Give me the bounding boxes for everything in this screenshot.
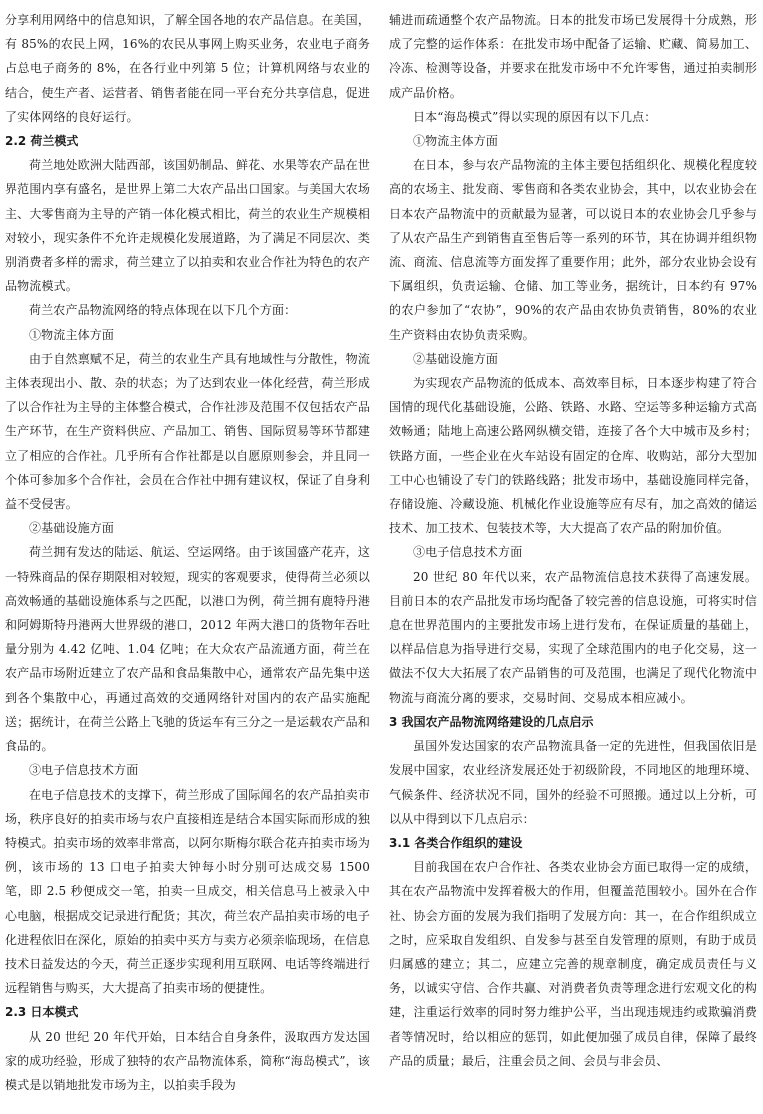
section-heading-3-1: 3.1 各类合作组织的建设	[389, 835, 523, 850]
section-heading-japan: 2.3 日本模式	[5, 1005, 79, 1020]
paragraph-jp-reasons: 日本“海岛模式”得以实现的原因有以下几点：	[413, 109, 657, 124]
paragraph-3-intro: 虽国外发达国家的农产品物流具备一定的先进性，但我国依旧是发展中国家，农业经济发展还处于初级阶段，不同地区的地理环境、气候条件、经济状况不同，国外的经验不可照搬。通过以上分析，可以从中得到以下几点启示：	[389, 739, 757, 826]
paragraph-jp-wholesale: 辅进而疏通整个农产品物流。日本的批发市场已发展得十分成熟，形成了完整的运作体系：在批发市场中配备了运输、贮藏、简易加工、冷冻、检测等设备，并要求在批发市场中不允许零售，通过拍卖制形成产品价格。	[389, 13, 757, 100]
section-heading-3: 3 我国农产品物流网络建设的几点启示	[389, 714, 594, 729]
subheading-jp-infrastructure: ②基础设施方面	[413, 351, 499, 366]
subheading-nl-infrastructure: ②基础设施方面	[29, 521, 115, 536]
left-column	[5, 8, 370, 1097]
subheading-jp-logistics-subject: ①物流主体方面	[413, 134, 499, 149]
paragraph-3-1-cooperation: 目前我国在农户合作社、各类农业协会方面已取得一定的成绩，其在农产品物流中发挥着极大的作用，但覆盖范围较小。国外在合作社、协会方面的发展为我们指明了发展方向：其一，在合作组织成立之时，应采取自发组织、自发参与甚至自发管理的原则，有助于成员归属感的建立；其二，应建立完善的规章制度，确定成员责任与义务，以诚实守信、合作共赢、对消费者负责等理念进行宏观文化的构建，注重运行效率的同时努力维护公平，当出现违规违约或欺骗消费者等情况时，给以相应的惩罚，如此便加强了成员自律，保障了最终产品的质量；最后，注重会员之间、会员与非会员、	[389, 860, 757, 1068]
paragraph-jp-origin: 从 20 世纪 20 年代开始，日本结合自身条件，汲取西方发达国家的成功经验，形成了独特的农产品物流体系，简称“海岛模式”，该模式是以销地批发市场为主，以拍卖手段为	[5, 1029, 370, 1092]
section-heading-netherlands: 2.2 荷兰模式	[5, 134, 79, 149]
subheading-nl-logistics-subject: ①物流主体方面	[29, 327, 115, 342]
paragraph-nl-overview: 荷兰地处欧洲大陆西部，该国奶制品、鲜花、水果等农产品在世界范围内享有盛名，是世界上第二大农产品出口国家。与美国大农场主、大零售商为主导的产销一体化模式相比，荷兰的农业生产规模相对较小，现实条件不允许走规模化发展道路，为了满足不同层次、类别消费者多样的需求，荷兰建立了以拍卖和农业合作社为特色的农产品物流模式。	[5, 158, 370, 294]
paragraph-nl-cooperatives: 由于自然禀赋不足，荷兰的农业生产具有地域性与分散性，物流主体表现出小、散、杂的状态；为了达到农业一体化经营，荷兰形成了以合作社为主导的主体整合模式，合作社涉及范围不仅包括农产品生产环节，在生产资料供应、产品加工、销售、国际贸易等环节都建立了相应的合作社。几乎所有合作社都是以自愿原则参会，并且同一个体可参加多个合作社，会员在合作社中拥有建议权，保证了自身利益不受侵害。	[5, 351, 370, 512]
paragraph-nl-features: 荷兰农产品物流网络的特点体现在以下几个方面：	[29, 303, 297, 318]
subheading-jp-it: ③电子信息技术方面	[413, 545, 523, 560]
paragraph-intro: 分享利用网络中的信息知识，了解全国各地的农产品信息。在美国，有 85%的农民上网，16%的农民从事网上购买业务，农业电子商务占总电子商务的 8%，在各行业中列第 5 位；计算机网络与农业的结合，使生产者、运营者、销售者能在同一平台充分共享信息，促进了实体网络的良好运行。	[5, 13, 370, 124]
right-column	[389, 8, 757, 1073]
subheading-nl-it: ③电子信息技术方面	[29, 763, 139, 778]
paragraph-jp-associations: 在日本，参与农产品物流的主体主要包括组织化、规模化程度较高的农场主、批发商、零售商和各类农业协会，其中，以农业协会在日本农产品物流中的贡献最为显著，可以说日本的农业协会几乎参与了从农产品生产到销售直至售后等一系列的环节，其在协调并组织物流、商流、信息流等方面发挥了重要作用；此外，部分农业协会设有下属组织，负责运输、仓储、加工等业务，据统计，日本约有 97%的农户参加了“农协”，90%的农产品由农协负责销售，80%的农业生产资料由农协负责采购。	[389, 158, 757, 342]
paragraph-jp-infrastructure: 为实现农产品物流的低成本、高效率目标，日本逐步构建了符合国情的现代化基础设施，公路、铁路、水路、空运等多种运输方式高效畅通；陆地上高速公路网纵横交错，连接了各个大中城市及乡村；铁路方面，一些企业在火车站设有固定的仓库、收购站，部分大型加工中心也铺设了专门的铁路线路；批发市场中，基础设施同样完备，存储设施、冷藏设施、机械化作业设施等应有尽有，加之高效的储运技术、加工技术、包装技术等，大大提高了农产品的附加价值。	[389, 376, 757, 536]
paragraph-nl-auction: 在电子信息技术的支撑下，荷兰形成了国际闻名的农产品拍卖市场，秩序良好的拍卖市场与农户直接相连是结合本国实际而形成的独特模式。拍卖市场的效率非常高，以阿尔斯梅尔联合花卉拍卖市场为例，该市场的 13 口电子拍卖大钟每小时分别可达成交易 1500 笔，即 2.5 秒便成交一笔，拍卖一旦成交，相关信息马上被录入中心电脑，根据成交记录进行配货；其次，荷兰农产品拍卖市场的电子化进程依旧在深化，原始的拍卖中买方与卖方必须亲临现场，在信息技术日益发达的今天，荷兰正逐步实现利用互联网、电话等终端进行远程销售与购买，大大提高了拍卖市场的便捷性。	[5, 787, 370, 996]
paragraph-jp-it: 20 世纪 80 年代以来，农产品物流信息技术获得了高速发展。目前日本的农产品批发市场均配备了较完善的信息设施，可将实时信息在世界范围内的主要批发市场上进行发布，在保证质量的基础上，以样品信息为指导进行交易，实现了全球范围内的电子化交易，这一做法不仅大大拓展了农产品销售的可及范围，也满足了现代化物流中物流与商流分离的要求，交易时间、交易成本相应减小。	[389, 569, 757, 705]
paragraph-nl-infrastructure: 荷兰拥有发达的陆运、航运、空运网络。由于该国盛产花卉，这一特殊商品的保存期限相对较短，现实的客观要求，使得荷兰必须以高效畅通的基础设施体系与之匹配，以港口为例，荷兰拥有鹿特丹港和阿姆斯特丹港两大世界级的港口，2012 年两大港口的货物年吞吐量分别为 4.42 亿吨、1.04 亿吨；在大众农产品流通方面，荷兰在农产品市场附近建立了农产品和食品集散中心，通常农产品先集中送到各个集散中心，再通过高效的交通网络针对国内的农产品实施配送；据统计，在荷兰公路上飞驰的货运车有三分之一是运载农产品和食品的。	[5, 545, 370, 754]
